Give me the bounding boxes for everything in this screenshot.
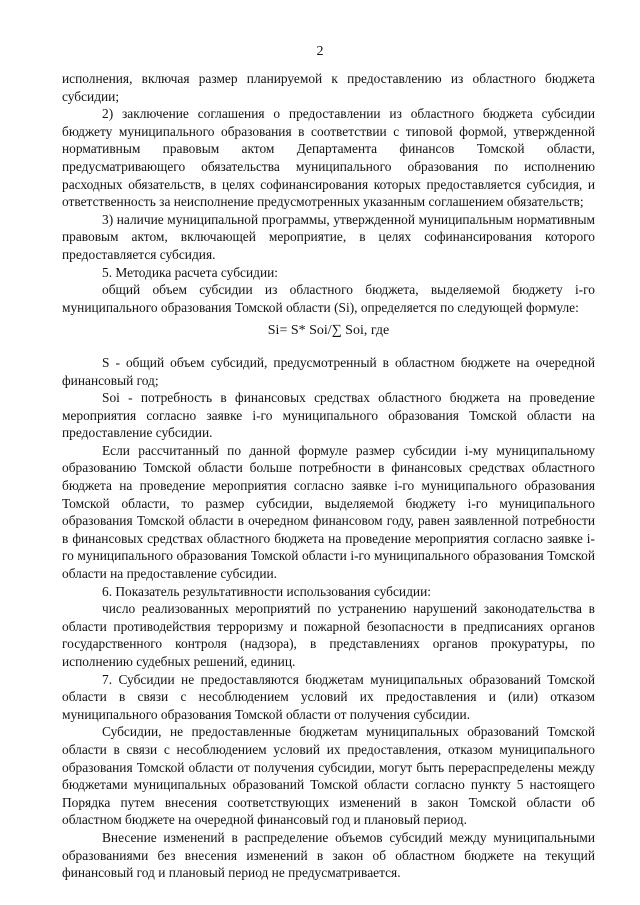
paragraph-continuation: исполнения, включая размер планируемой к предоставлению из областного бюджета субсидии; (62, 71, 595, 104)
section-heading-6: 6. Показатель результативности использования субсидии: (102, 583, 431, 599)
section-heading-5: 5. Методика расчета субсидии: (102, 264, 278, 280)
paragraph-calculation-rule: Если рассчитанный по данной формуле размер субсидии i-му муниципальному образованию Томской области больше потребности в финансовых средствах областного бюджета на проведение мероприятия согласно заявке i-го муниципального образования Томской области, то размер субсидии, выделяемой бюджету i-го муниципального образования Томской области в очередном финансовом году, равен заявленной потребности в финансовых средствах областного бюджета на проведение мероприятия согласно заявке i-го муниципального образования Томской области i-го муниципального образования Томской области на предоставление субсидии. (62, 442, 595, 582)
document-body (62, 70, 595, 882)
paragraph-condition-3: 3) наличие муниципальной программы, утвержденной муниципальным нормативным правовым актом, включающей мероприятие, в целях софинансирования которого предоставляется субсидия. (62, 211, 595, 262)
page-number: 2 (316, 44, 324, 59)
section-heading-7: 7. Субсидии не предоставляются бюджетам муниципальных образований Томской области в связи с несоблюдением условий их предоставления и (или) отказом муниципального образования Томской области от получения субсидии. (62, 671, 595, 722)
paragraph-amendments: Внесение изменений в распределение объемов субсидий между муниципальными образованиями без внесения изменений в закон об областном бюджете на текущий финансовый год и плановый период не предусматривается. (62, 829, 595, 881)
paragraph-redistribution: Субсидии, не предоставленные бюджетам муниципальных образований Томской области в связи с несоблюдением условий их предоставления, отказом муниципального образования Томской области от получения субсидии, могут быть перераспределены между бюджетами муниципальных образований Томской области согласно пункту 5 настоящего Порядка путем внесения соответствующих изменений в закон Томской области об областном бюджете на очередной финансовый год и плановый период. (62, 724, 595, 828)
paragraph-indicator: число реализованных мероприятий по устранению нарушений законодательства в области противодействия терроризму и пожарной безопасности в предписаниях органов государственного контроля (надзора), в представлениях органов прокуратуры, по исполнению судебных решений, единиц. (62, 601, 595, 669)
paragraph-definition-s: S - общий объем субсидий, предусмотренный в областном бюджете на очередной финансовый год; (62, 354, 595, 388)
paragraph-condition-2: 2) заключение соглашения о предоставлении из областного бюджета субсидии бюджету муниципального образования в соответствии с типовой формой, утвержденной нормативным правовым актом Департамента финансов Томской области, предусматривающего обязательства муниципального образования по исполнению расходных обязательств, в целях софинансирования которых предоставляется субсидия, и ответственность за неисполнение предусмотренных указанным соглашением обязательств; (62, 106, 595, 210)
paragraph-definition-soi: Soi - потребность в финансовых средствах областного бюджета на проведение мероприятия согласно заявке i-го муниципального образования Томской области на предоставление субсидии. (62, 390, 595, 441)
paragraph-methodology: общий объем субсидии из областного бюджета, выделяемой бюджету i-го муниципального образования Томской области (Si), определяется по следующей формуле: (62, 282, 595, 315)
formula: Si= S* Soi/∑ Soi, где (267, 323, 390, 339)
